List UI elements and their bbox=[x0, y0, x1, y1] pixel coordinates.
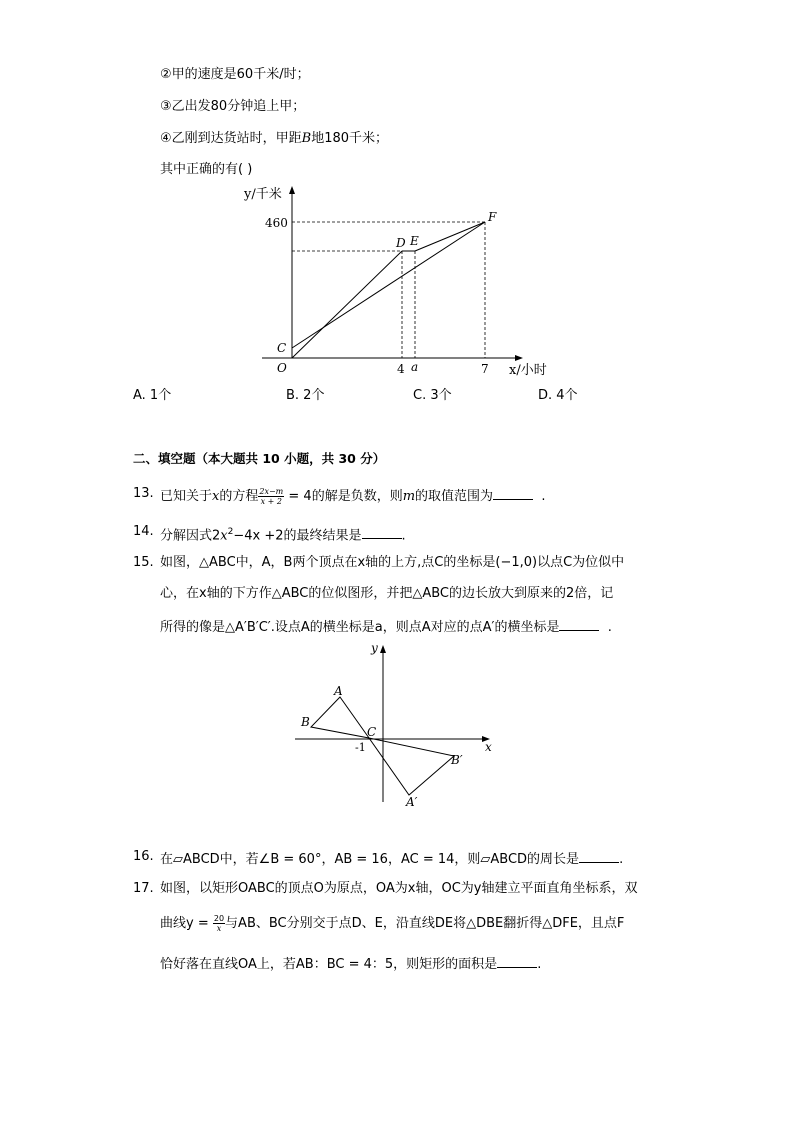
x-axis-arrow bbox=[515, 355, 523, 361]
tick-4: 4 bbox=[397, 362, 405, 376]
distance-time-graph bbox=[240, 180, 560, 380]
q14-answer-blank[interactable] bbox=[362, 524, 402, 539]
label-O: O bbox=[277, 361, 287, 375]
option-b[interactable]: B. 2个 bbox=[286, 388, 325, 403]
y-axis-label: y/千米 bbox=[244, 187, 282, 202]
q15-answer-blank[interactable] bbox=[559, 616, 599, 631]
q15-line-1: 如图，△ABC中，A，B两个顶点在x轴的上方,点C的坐标是(−1,0)以点C为位似中 bbox=[160, 555, 625, 570]
q16-number: 16. bbox=[133, 849, 154, 864]
q14-number: 14. bbox=[133, 524, 154, 539]
q13-number: 13. bbox=[133, 486, 154, 501]
tick-a: a bbox=[411, 360, 419, 374]
fig-label-y: y bbox=[371, 641, 378, 655]
statement-2: ②甲的速度是60千米/时； bbox=[160, 67, 310, 82]
q17-line-1: 如图，以矩形OABC的顶点O为原点，OA为x轴，OC为y轴建立平面直角坐标系，双 bbox=[160, 881, 638, 896]
q17-line-2: 曲线y = $\frac{20}{x}$ 与AB、BC分别交于点D、E，沿直线DE将△DBE翻折得△DFE，且点F bbox=[160, 914, 625, 933]
fig-label-Bp: B′ bbox=[451, 753, 463, 767]
y-axis-arrow bbox=[289, 186, 295, 194]
q13-answer-blank[interactable] bbox=[493, 485, 533, 500]
q16-answer-blank[interactable] bbox=[579, 848, 619, 863]
q17-line-3: 恰好落在直线OA上，若AB：BC = 4：5，则矩形的面积是 . bbox=[160, 953, 541, 974]
label-C: C bbox=[277, 341, 287, 355]
fig-label-B: B bbox=[301, 715, 310, 729]
fig-label-x: x bbox=[485, 740, 492, 754]
tick-7: 7 bbox=[481, 362, 489, 376]
line-CF bbox=[292, 222, 485, 348]
x-axis-label: x/小时 bbox=[509, 363, 547, 378]
line-EF bbox=[415, 222, 485, 251]
section-heading: 二、填空题（本大题共 10 小题，共 30 分） bbox=[133, 451, 386, 466]
q16-text: 在▱ABCD中，若∠B = 60°，AB = 16，AC = 14，则▱ABCD的周长是 . bbox=[160, 848, 623, 869]
q17-number: 17. bbox=[133, 881, 154, 896]
label-D: D bbox=[396, 236, 406, 250]
option-d[interactable]: D. 4个 bbox=[538, 388, 578, 403]
q14-text: 分解因式$2x^2-4x +2$的最终结果是 . bbox=[160, 523, 406, 545]
option-c[interactable]: C. 3个 bbox=[413, 388, 452, 403]
fig-label-C: C bbox=[367, 725, 377, 739]
label-E: E bbox=[410, 234, 419, 248]
triangle-ApBpCp bbox=[369, 738, 454, 795]
q15-line-2: 心，在x轴的下方作△ABC的位似图形，并把△ABC的边长放大到原来的2倍，记 bbox=[160, 586, 614, 601]
fig-label-A: A bbox=[334, 684, 343, 698]
similarity-figure bbox=[290, 640, 500, 810]
q17-answer-blank[interactable] bbox=[497, 953, 537, 968]
fig-label-minus1: -1 bbox=[355, 741, 366, 754]
q15-line-3: 所得的像是△A′B′C′.设点A的横坐标是a，则点A对应的点A′的横坐标是 . bbox=[160, 616, 612, 637]
q15-number: 15. bbox=[133, 555, 154, 570]
tick-460: 460 bbox=[265, 216, 288, 230]
triangle-ABC bbox=[311, 697, 369, 738]
statement-4: ④乙刚到达货站时，甲距B地180千米； bbox=[160, 131, 389, 146]
label-F: F bbox=[488, 210, 497, 224]
q13-text: 已知关于x的方程 $\frac{2x-m}{x + 2}$ = 4的解是负数，则m的取值范围为 . bbox=[160, 487, 546, 506]
line-OD bbox=[292, 251, 402, 358]
fig-label-Ap: A′ bbox=[406, 795, 418, 809]
option-a[interactable]: A. 1个 bbox=[133, 388, 172, 403]
question-prompt: 其中正确的有( ) bbox=[160, 162, 253, 177]
statement-3: ③乙出发80分钟追上甲； bbox=[160, 99, 306, 114]
